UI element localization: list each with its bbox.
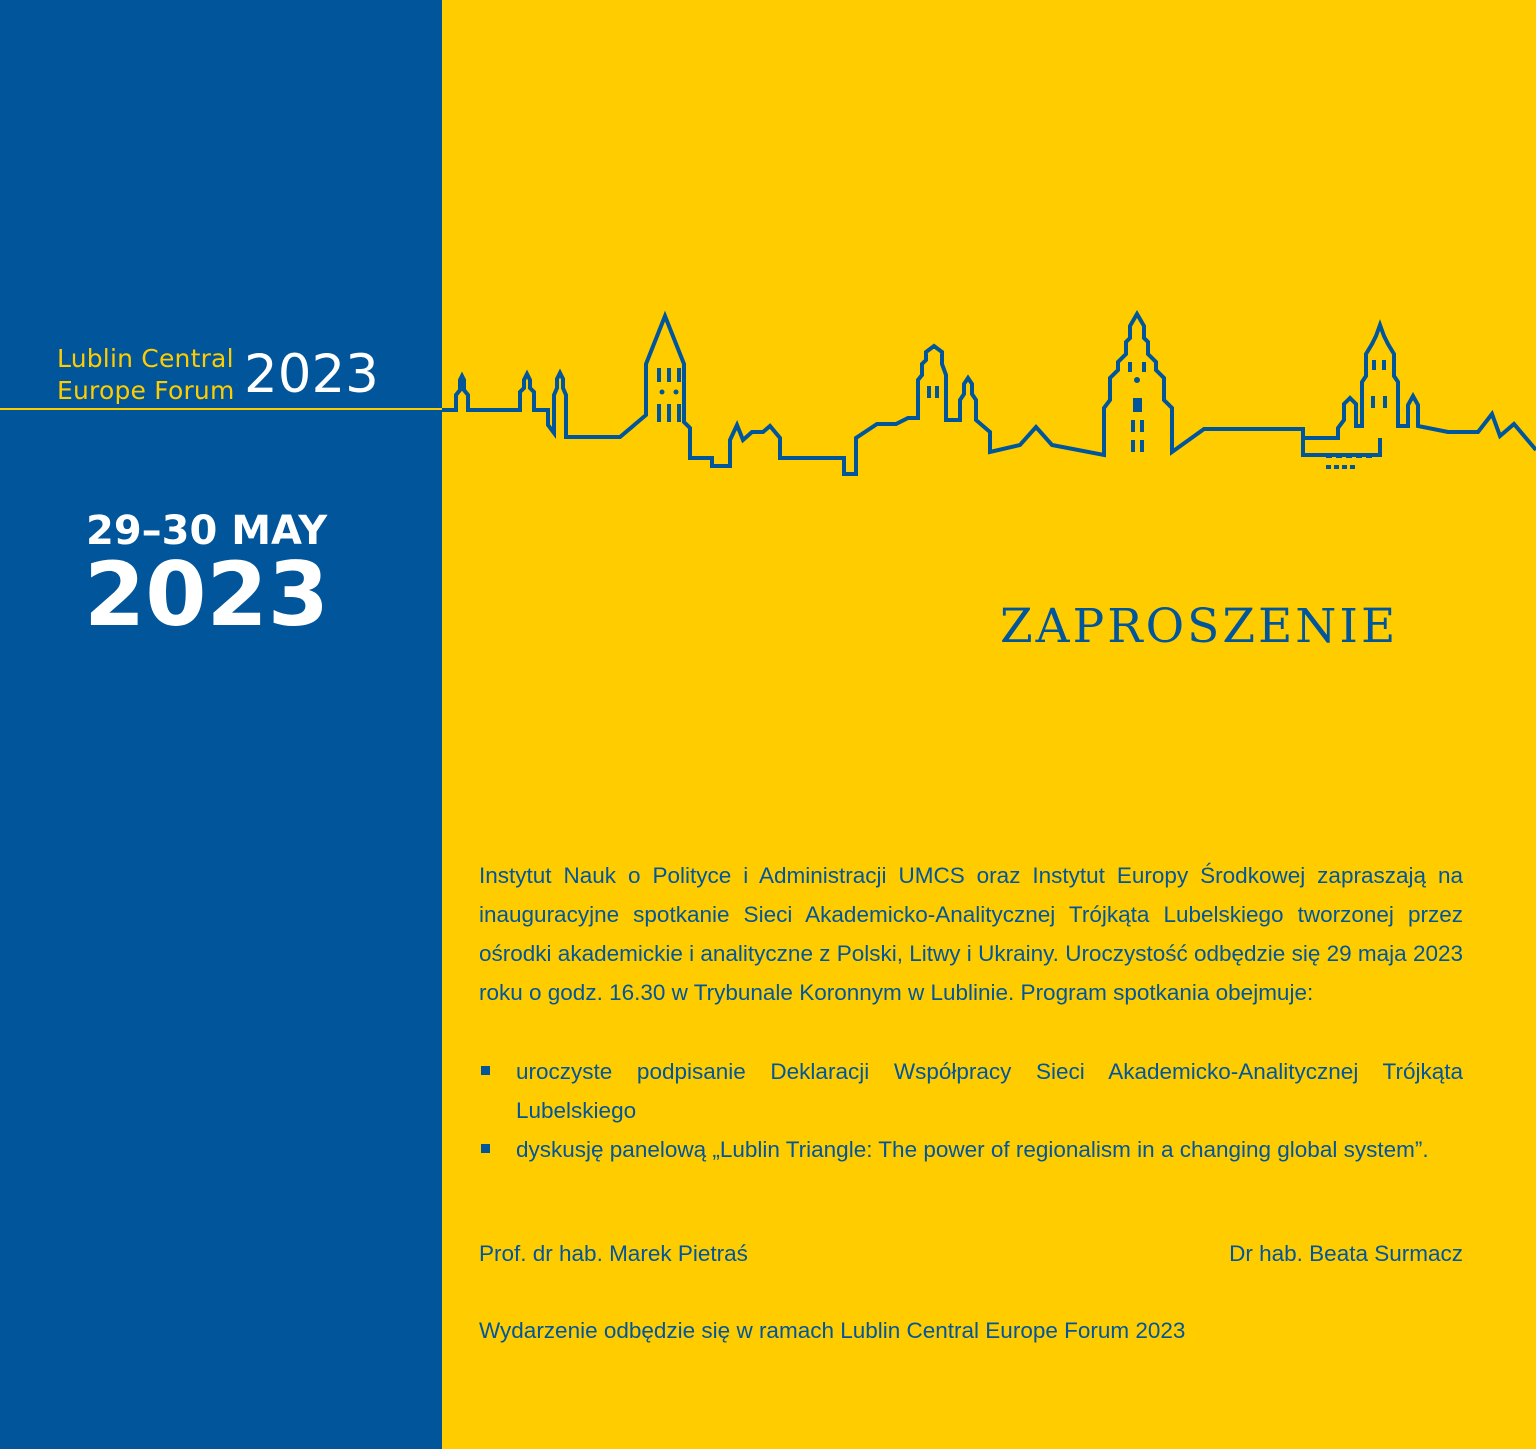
bullet-square-icon — [481, 1066, 490, 1075]
forum-logo-line-2: Europe Forum — [57, 376, 235, 405]
event-dates: 29–30 MAY — [86, 508, 328, 554]
program-list — [479, 1052, 1463, 1169]
invitation-title: ZAPROSZENIE — [1000, 599, 1399, 654]
invitation-intro-paragraph: Instytut Nauk o Polityce i Administracji UMCS oraz Instytut Europy Środkowej zapraszają na inauguracyjne spotkanie Sieci Akademicko-Analitycznej Trójkąta Lubelskiego tworzonej przez ośrodki akademickie i analityczne z Polski, Litwy i Ukrainy. Uroczystość odbędzie się 29 maja 2023 roku o godz. 16.30 w Trybunale Koronnym w Lublinie. Program spotkania obejmuje: — [479, 863, 1463, 1005]
bullet-square-icon — [481, 1144, 490, 1153]
program-item-text: dyskusję panelową „Lublin Triangle: The power of regionalism in a changing global system”. — [516, 1137, 1429, 1162]
program-item-text: uroczyste podpisanie Deklaracji Współpracy Sieci Akademicko-Analitycznej Trójkąta Lubelskiego — [516, 1059, 1463, 1123]
signatory-right: Dr hab. Beata Surmacz — [1229, 1241, 1463, 1266]
event-footer-note: Wydarzenie odbędzie się w ramach Lublin Central Europe Forum 2023 — [479, 1318, 1186, 1343]
signatory-left: Prof. dr hab. Marek Pietraś — [479, 1241, 748, 1266]
program-item — [479, 1052, 1463, 1130]
lublin-skyline-illustration — [0, 0, 1536, 480]
program-item — [479, 1130, 1463, 1169]
event-year: 2023 — [84, 543, 329, 646]
forum-logo-year: 2023 — [244, 344, 379, 405]
forum-logo-line-1: Lublin Central — [57, 344, 234, 373]
